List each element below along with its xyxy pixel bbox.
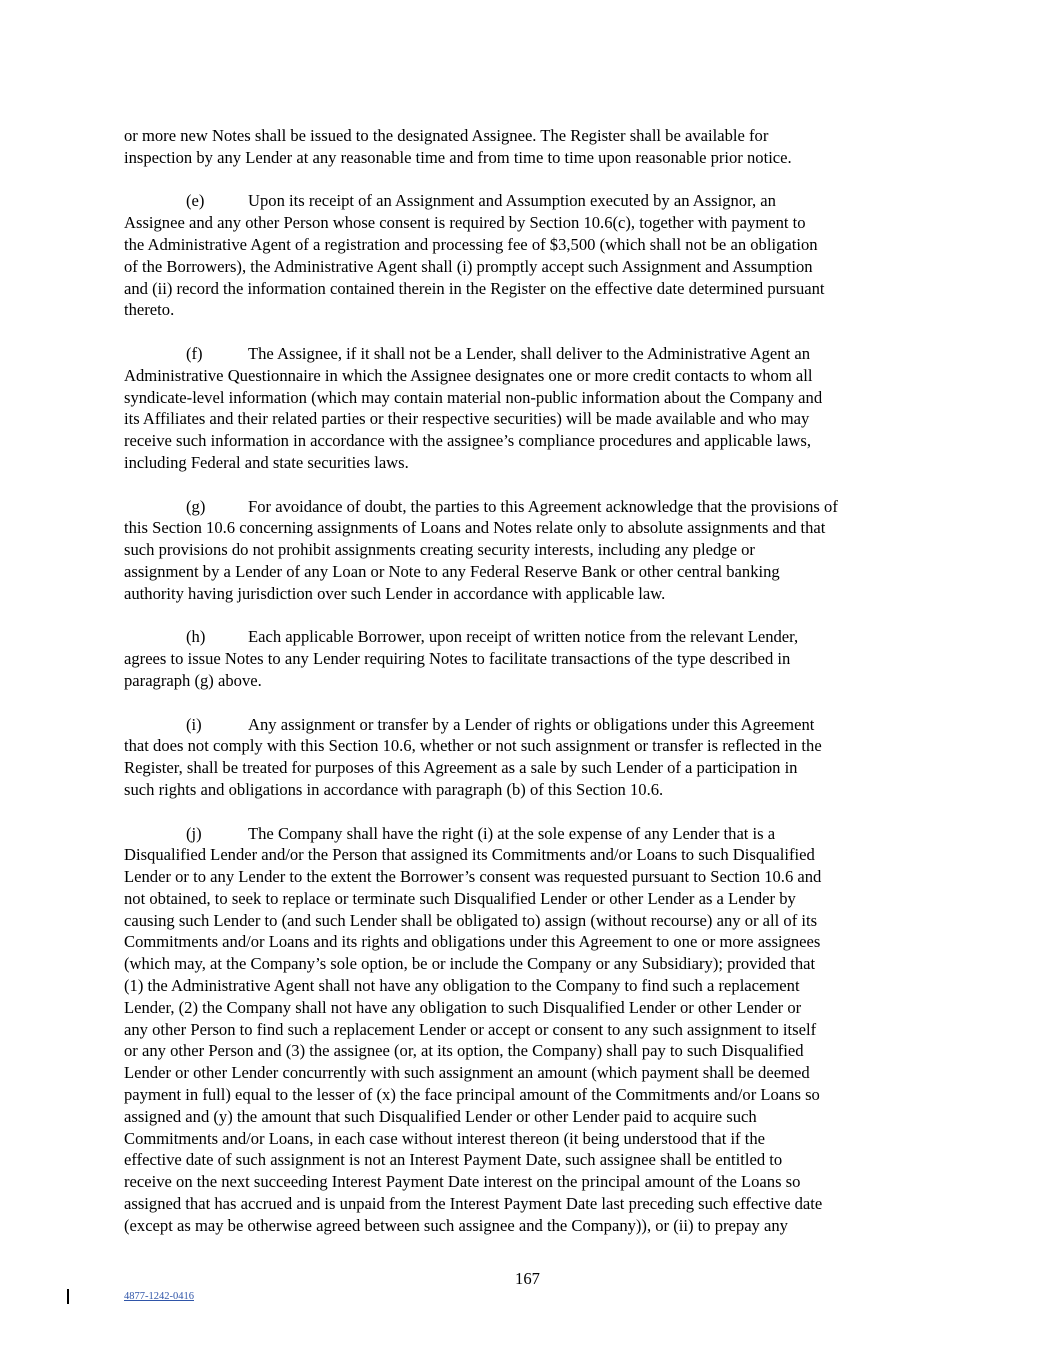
page-number: 167 [515, 1269, 540, 1288]
paragraph-marker: (e) [186, 191, 205, 211]
paragraph-text: Each applicable Borrower, upon receipt of written notice from the relevant Lender, agrees to issue Notes to any Lender requiring Notes to facilitate transactions of the type described in paragraph (g) above. [124, 627, 799, 690]
paragraph-text: The Company shall have the right (i) at the sole expense of any Lender that is a Disqualified Lender and/or the Person that assigned its Commitments and/or Loans to such Disqualified Lender or to any Lender to the extent the Borrower’s consent was requested pursuant to Section 10.6 and not obtained, to seek to replace or terminate such Disqualified Lender or other Lender as a Lender by causing such Lender to (and such Lender shall be obligated to) assign (without recourse) any or all of its Commitments and/or Loans and its rights and obligations under this Agreement to one or more assignees (which may, at the Company’s sole option, be or include the Company or any Subsidiary); provided that (1) the Administrative Agent shall not have any obligation to the Company to find such a replacement Lender, (2) the Company shall not have any obligation to such Disqualified Lender or other Lender or any other Person to find such a replacement Lender or accept or consent to any such assignment to itself or any other Person and (3) the assignee (or, at its option, the Company) shall pay to such Disqualified Lender or other Lender concurrently with such assignment an amount (which payment shall be deemed payment in full) equal to the lesser of (x) the face principal amount of the Commitments and/or Loans so assigned and (y) the amount that such Disqualified Lender or other Lender paid to acquire such Commitments and/or Loans, in each case without interest thereon (it being understood that if the effective date of such assignment is not an Interest Payment Date, such assignee shall be entitled to receive on the next succeeding Interest Payment Date interest on the principal amount of the Loans so assigned that has accrued and is unpaid from the Interest Payment Date last preceding such effective date (except as may be otherwise agreed between such assignee and the Company)), or (ii) to prepay any [124, 823, 823, 1235]
paragraph-text: For avoidance of doubt, the parties to this Agreement acknowledge that the provisions of this Section 10.6 concerning assignments of Loans and Notes relate only to absolute assignments and that such provisions do not prohibit assignments creating security interests, including any pledge or assignment by a Lender of any Loan or Note to any Federal Reserve Bank or other central banking authority having jurisdiction over such Lender in accordance with applicable law. [124, 496, 838, 603]
paragraph-g [124, 496, 932, 605]
paragraph-continuation [124, 125, 932, 169]
paragraph-marker: (h) [186, 627, 206, 647]
paragraph-marker: (i) [186, 714, 202, 734]
paragraph-text: or more new Notes shall be issued to the designated Assignee. The Register shall be available for inspection by any Lender at any reasonable time and from time to time upon reasonable prior notice. [124, 126, 792, 167]
paragraph-i [124, 714, 932, 801]
paragraph-h [124, 626, 932, 691]
document-id-link[interactable]: 4877-1242-0416 [124, 1291, 194, 1302]
paragraph-text: The Assignee, if it shall not be a Lender, shall deliver to the Administrative Agent an Administrative Questionnaire in which the Assignee designates one or more credit contacts to whom all syndicate-level information (which may contain material non-public information about the Company and its Affiliates and their related parties or their respective securities) will be made available and who may receive such information in accordance with the assignee’s compliance procedures and applicable laws, including Federal and state securities laws. [124, 343, 823, 472]
paragraph-text: Upon its receipt of an Assignment and Assumption executed by an Assignor, an Assignee and any other Person whose consent is required by Section 10.6(c), together with payment to the Administrative Agent of a registration and processing fee of $3,500 (which shall not be an obligation of the Borrowers), the Administrative Agent shall (i) promptly accept such Assignment and Assumption and (ii) record the information contained therein in the Register on the effective date determined pursuant thereto. [124, 191, 825, 320]
paragraph-e [124, 190, 932, 321]
revision-bar [67, 1289, 69, 1304]
paragraph-j [124, 823, 932, 1237]
paragraph-marker: (g) [186, 496, 206, 516]
paragraph-text: Any assignment or transfer by a Lender of rights or obligations under this Agreement that does not comply with this Section 10.6, whether or not such assignment or transfer is reflected in the Register, shall be treated for purposes of this Agreement as a sale by such Lender of a participation in such rights and obligations in accordance with paragraph (b) of this Section 10.6. [124, 714, 822, 799]
paragraph-marker: (j) [186, 823, 202, 843]
paragraph-f [124, 343, 932, 474]
document-body [124, 125, 932, 1237]
paragraph-marker: (f) [186, 343, 203, 363]
